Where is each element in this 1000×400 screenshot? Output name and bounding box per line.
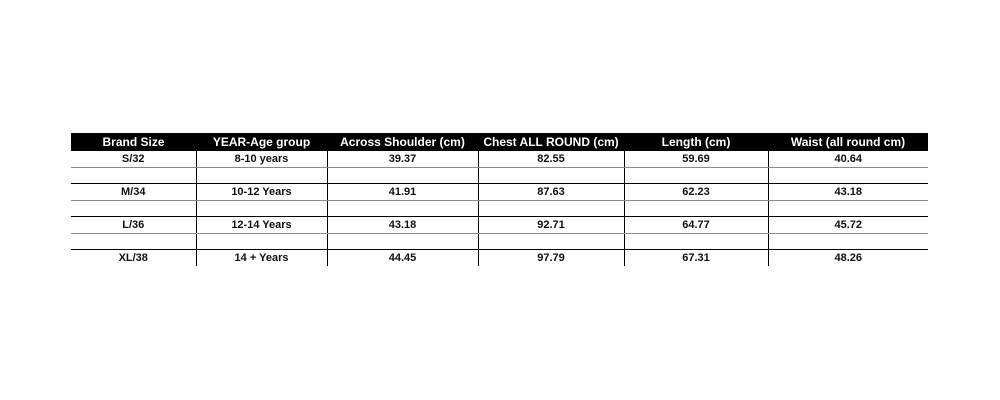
- cell-chest: 87.63: [478, 184, 624, 201]
- spacer-cell: [196, 201, 327, 217]
- header-across-shoulder: Across Shoulder (cm): [327, 133, 478, 151]
- cell-length: 62.23: [624, 184, 768, 201]
- spacer-cell: [624, 234, 768, 250]
- cell-waist: 45.72: [768, 217, 928, 234]
- cell-across-shoulder: 43.18: [327, 217, 478, 234]
- cell-brand-size: L/36: [71, 217, 196, 234]
- cell-chest: 82.55: [478, 151, 624, 168]
- spacer-cell: [327, 168, 478, 184]
- table-row: [71, 184, 928, 201]
- spacer-cell: [478, 168, 624, 184]
- cell-across-shoulder: 44.45: [327, 250, 478, 267]
- cell-length: 64.77: [624, 217, 768, 234]
- spacer-cell: [478, 234, 624, 250]
- header-chest: Chest ALL ROUND (cm): [478, 133, 624, 151]
- cell-waist: 43.18: [768, 184, 928, 201]
- header-waist: Waist (all round cm): [768, 133, 928, 151]
- spacer-cell: [327, 234, 478, 250]
- size-chart-table: [71, 133, 928, 266]
- spacer-cell: [478, 201, 624, 217]
- header-brand-size: Brand Size: [71, 133, 196, 151]
- spacer-cell: [71, 234, 196, 250]
- header-row: [71, 133, 928, 151]
- spacer-cell: [624, 201, 768, 217]
- cell-across-shoulder: 41.91: [327, 184, 478, 201]
- cell-brand-size: S/32: [71, 151, 196, 168]
- spacer-cell: [768, 168, 928, 184]
- spacer-cell: [71, 168, 196, 184]
- spacer-cell: [768, 201, 928, 217]
- cell-waist: 48.26: [768, 250, 928, 267]
- cell-age-group: 8-10 years: [196, 151, 327, 168]
- spacer-row: [71, 201, 928, 217]
- spacer-cell: [768, 234, 928, 250]
- cell-waist: 40.64: [768, 151, 928, 168]
- cell-age-group: 14 + Years: [196, 250, 327, 267]
- table-row: [71, 250, 928, 267]
- spacer-cell: [624, 168, 768, 184]
- cell-brand-size: M/34: [71, 184, 196, 201]
- cell-across-shoulder: 39.37: [327, 151, 478, 168]
- spacer-cell: [196, 168, 327, 184]
- spacer-row: [71, 168, 928, 184]
- spacer-row: [71, 234, 928, 250]
- header-length: Length (cm): [624, 133, 768, 151]
- spacer-cell: [71, 201, 196, 217]
- spacer-cell: [327, 201, 478, 217]
- cell-chest: 92.71: [478, 217, 624, 234]
- cell-length: 67.31: [624, 250, 768, 267]
- cell-age-group: 10-12 Years: [196, 184, 327, 201]
- cell-brand-size: XL/38: [118, 252, 148, 264]
- header-age-group: YEAR-Age group: [196, 133, 327, 151]
- cell-age-group: 12-14 Years: [196, 217, 327, 234]
- table-row: [71, 151, 928, 168]
- cell-chest: 97.79: [478, 250, 624, 267]
- cell-length: 59.69: [624, 151, 768, 168]
- table-row: [71, 217, 928, 234]
- spacer-cell: [196, 234, 327, 250]
